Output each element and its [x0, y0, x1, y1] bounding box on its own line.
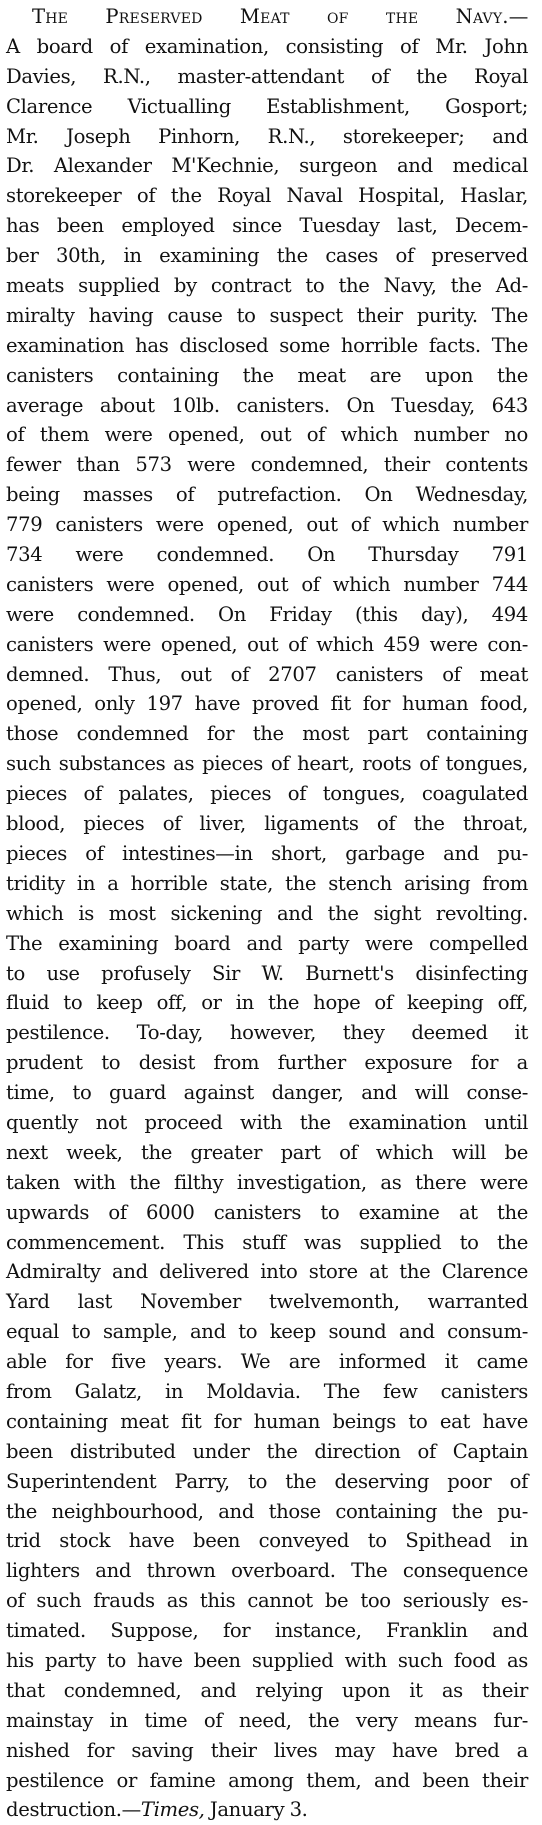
- article-line: next week, the greater part of which will be: [6, 1140, 528, 1164]
- article-line: canisters were opened, out of which 459 were con-: [6, 632, 528, 656]
- article-line: has been employed since Tuesday last, Decem-: [6, 214, 528, 238]
- article-line: from Galatz, in Moldavia. The few canisters: [6, 1379, 528, 1403]
- newspaper-article: [6, 2, 528, 1825]
- article-line: pestilence or famine among them, and been their: [6, 1768, 528, 1792]
- article-title-line: [6, 2, 528, 32]
- article-line: trid stock have been conveyed to Spithead in: [6, 1529, 528, 1553]
- article-line: fewer than 573 were condemned, their contents: [6, 453, 528, 477]
- article-line: of such frauds as this cannot be too seriously es-: [6, 1589, 528, 1613]
- article-line: containing meat fit for human beings to eat have: [6, 1409, 528, 1433]
- article-line: Admiralty and delivered into store at the Clarence: [6, 1260, 528, 1284]
- article-line: pieces of intestines—in short, garbage and pu-: [6, 841, 528, 865]
- article-title: The Preserved Meat of the Navy.: [32, 5, 509, 28]
- article-line: to use profusely Sir W. Burnett's disinfecting: [6, 961, 528, 985]
- article-line: of them were opened, out of which number no: [6, 423, 528, 447]
- article-line: taken with the filthy investigation, as there were: [6, 1170, 528, 1194]
- article-line: ber 30th, in examining the cases of preserved: [6, 244, 528, 268]
- article-line: demned. Thus, out of 2707 canisters of meat: [6, 662, 528, 686]
- article-line: nished for saving their lives may have bred a: [6, 1738, 528, 1762]
- article-line: were condemned. On Friday (this day), 494: [6, 602, 528, 626]
- article-line: such substances as pieces of heart, roots of tongues,: [6, 752, 528, 776]
- article-line: mainstay in time of need, the very means fur-: [6, 1708, 528, 1732]
- article-line: able for five years. We are informed it came: [6, 1350, 528, 1374]
- article-line: Yard last November twelvemonth, warranted: [6, 1290, 528, 1314]
- article-line: examination has disclosed some horrible facts. The: [6, 333, 528, 357]
- article-line: Mr. Joseph Pinhorn, R.N., storekeeper; and: [6, 124, 528, 148]
- article-line: blood, pieces of liver, ligaments of the throat,: [6, 812, 528, 836]
- title-dash: —: [508, 5, 528, 28]
- article-line: the neighbourhood, and those containing the pu-: [6, 1499, 528, 1523]
- article-line: prudent to desist from further exposure for a: [6, 1051, 528, 1075]
- article-date: January 3.: [209, 1798, 308, 1822]
- article-source: Times,: [140, 1798, 205, 1822]
- article-line: pieces of palates, pieces of tongues, coagulated: [6, 782, 528, 806]
- article-line: which is most sickening and the sight revolting.: [6, 901, 528, 925]
- article-line: The examining board and party were compelled: [6, 931, 528, 955]
- article-line: equal to sample, and to keep sound and consum-: [6, 1320, 528, 1344]
- article-line: canisters were opened, out of which number 744: [6, 572, 528, 596]
- article-line: storekeeper of the Royal Naval Hospital, Haslar,: [6, 184, 528, 208]
- article-line: miralty having cause to suspect their purity. The: [6, 303, 528, 327]
- article-line: pestilence. To-day, however, they deemed it: [6, 1021, 528, 1045]
- article-line: that condemned, and relying upon it as their: [6, 1678, 528, 1702]
- article-line: Clarence Victualling Establishment, Gosport;: [6, 94, 528, 118]
- article-line: 779 canisters were opened, out of which number: [6, 513, 528, 537]
- article-line: lighters and thrown overboard. The consequence: [6, 1559, 528, 1583]
- article-line: average about 10lb. canisters. On Tuesday, 643: [6, 393, 528, 417]
- article-line: A board of examination, consisting of Mr. John: [6, 34, 528, 58]
- article-line: fluid to keep off, or in the hope of keeping off,: [6, 991, 528, 1015]
- article-closing-line: [6, 1795, 528, 1825]
- article-line: Superintendent Parry, to the deserving poor of: [6, 1469, 528, 1493]
- article-line: his party to have been supplied with such food as: [6, 1648, 528, 1672]
- article-line: been distributed under the direction of Captain: [6, 1439, 528, 1463]
- closing-text: destruction.—: [6, 1798, 141, 1822]
- article-line: canisters containing the meat are upon the: [6, 363, 528, 387]
- article-line: opened, only 197 have proved fit for human food,: [6, 692, 528, 716]
- article-line: commencement. This stuff was supplied to the: [6, 1230, 528, 1254]
- article-line: upwards of 6000 canisters to examine at the: [6, 1200, 528, 1224]
- article-line: tridity in a horrible state, the stench arising from: [6, 871, 528, 895]
- article-body: [6, 32, 528, 1796]
- article-line: Dr. Alexander M'Kechnie, surgeon and medical: [6, 154, 528, 178]
- article-line: meats supplied by contract to the Navy, the Ad-: [6, 274, 528, 298]
- article-line: those condemned for the most part containing: [6, 722, 528, 746]
- article-line: quently not proceed with the examination until: [6, 1110, 528, 1134]
- article-line: 734 were condemned. On Thursday 791: [6, 543, 528, 567]
- article-line: time, to guard against danger, and will conse-: [6, 1081, 528, 1105]
- article-line: being masses of putrefaction. On Wednesday,: [6, 483, 528, 507]
- article-line: Davies, R.N., master-attendant of the Royal: [6, 64, 528, 88]
- article-line: timated. Suppose, for instance, Franklin and: [6, 1619, 528, 1643]
